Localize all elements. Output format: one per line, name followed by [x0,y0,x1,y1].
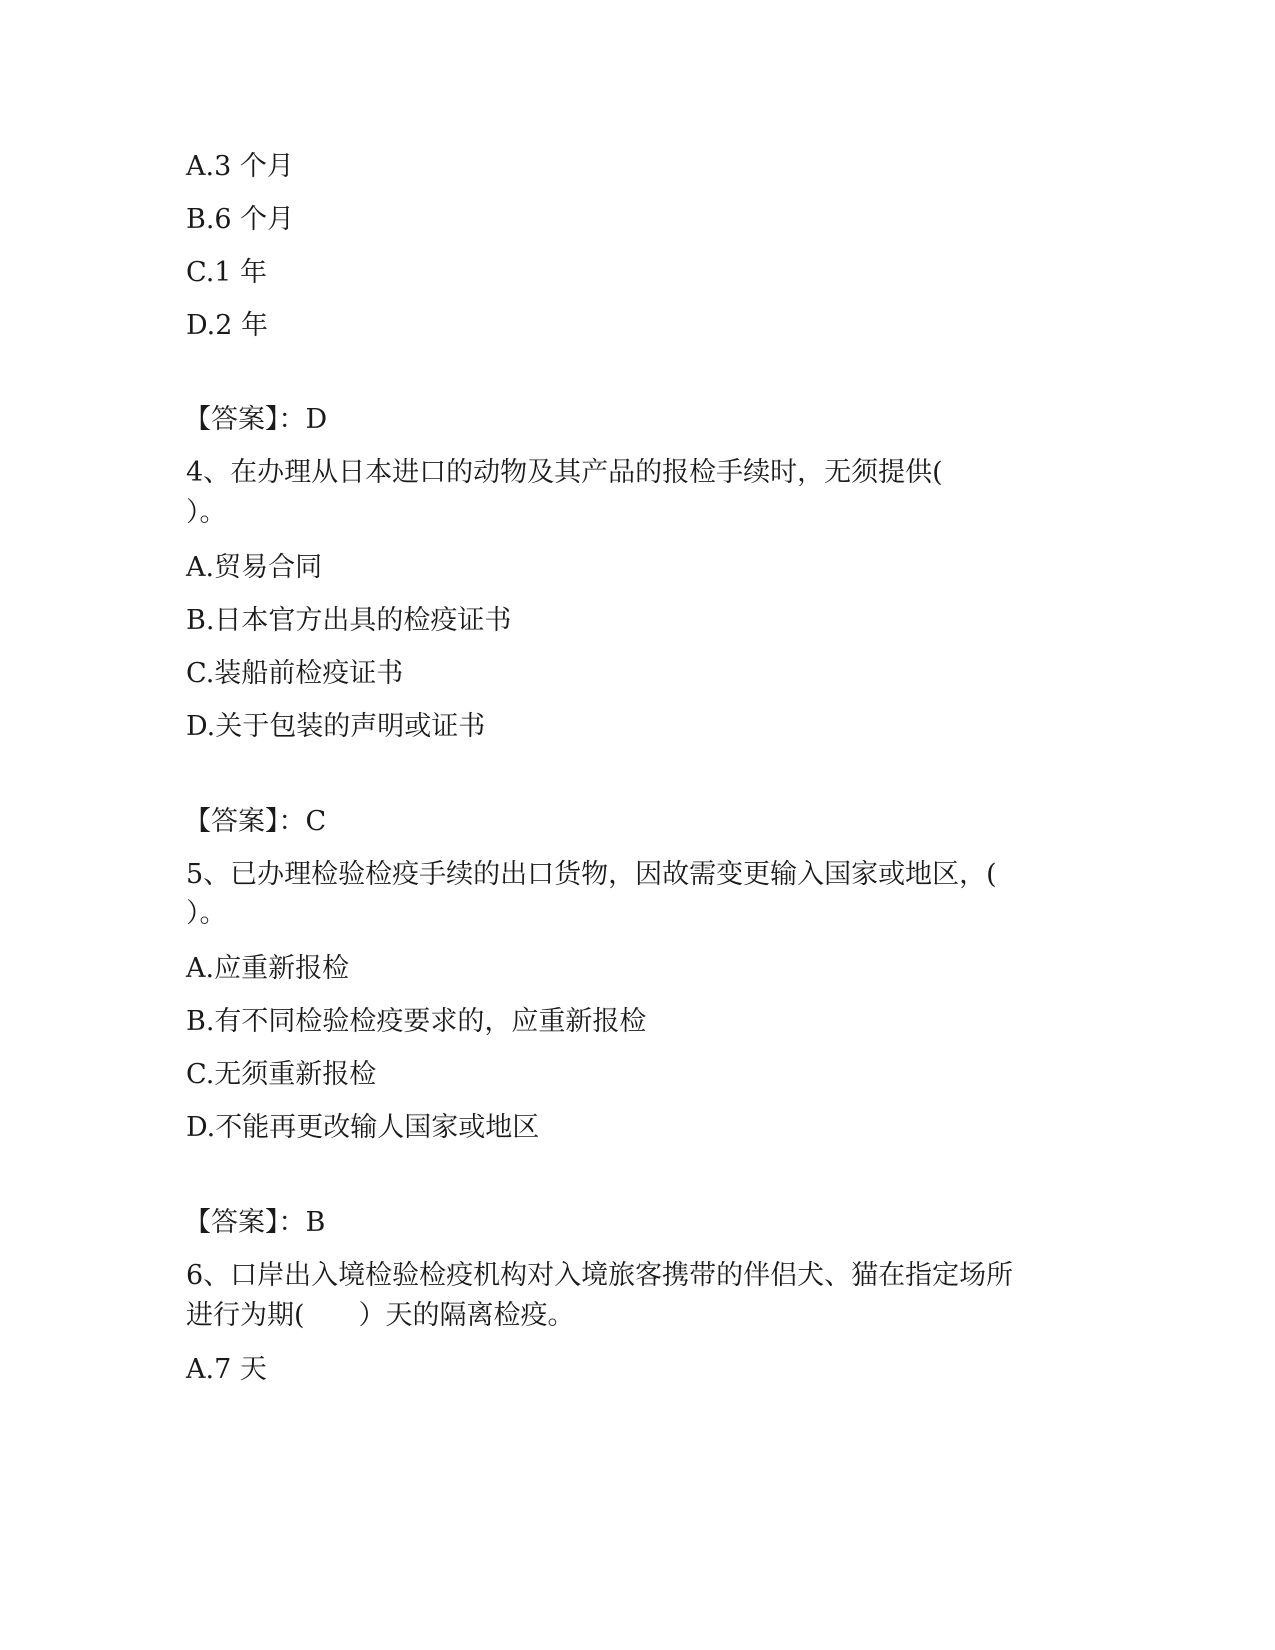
q4-stem-line-1: 4、在办理从日本进口的动物及其产品的报检手续时，无须提供( [186,457,943,488]
q6-stem-line-1: 6、口岸出入境检验检疫机构对入境旅客携带的伴侣犬、猫在指定场所 [186,1260,1014,1291]
q4-stem-line-2: ）。 [186,497,227,528]
q6-stem-line-2: 进行为期( ）天的隔离检疫。 [186,1300,575,1331]
q3-option-a: A.3 个月 [186,151,294,182]
q5-option-b: B.有不同检验检疫要求的，应重新报检 [186,1006,647,1037]
q5-option-a: A.应重新报检 [186,953,350,984]
q4-option-c: C.装船前检疫证书 [186,658,404,689]
q3-option-d: D.2 年 [186,310,269,341]
q5-option-c: C.无须重新报检 [186,1059,377,1090]
q6-option-a: A.7 天 [186,1354,267,1385]
q5-option-d: D.不能再更改输人国家或地区 [186,1112,540,1143]
q3-option-c: C.1 年 [186,257,268,288]
q3-option-b: B.6 个月 [186,204,295,235]
q4-answer: 【答案】：C [184,806,327,837]
q5-stem-line-2: ）。 [186,898,227,929]
q4-option-d: D.关于包装的声明或证书 [186,711,486,742]
q4-option-a: A.贸易合同 [186,552,323,583]
q5-answer: 【答案】：B [184,1207,326,1238]
q3-answer: 【答案】：D [184,404,328,435]
q4-option-b: B.日本官方出具的检疫证书 [186,605,512,636]
q5-stem-line-1: 5、已办理检验检疫手续的出口货物，因故需变更输入国家或地区，( [186,859,997,890]
